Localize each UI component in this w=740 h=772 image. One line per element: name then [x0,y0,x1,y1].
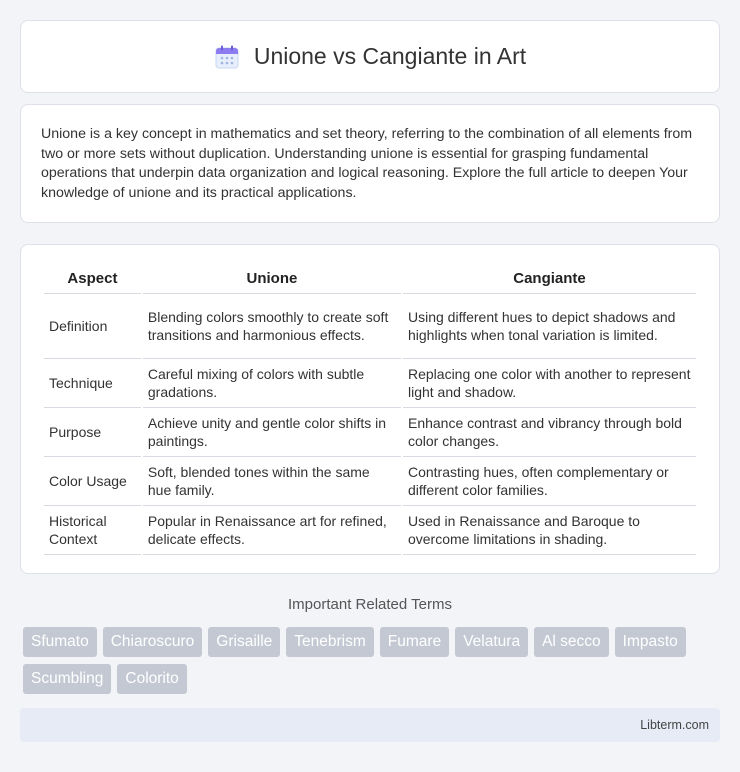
aspect-cell: Technique [44,359,141,408]
header-unione: Unione [143,264,401,294]
aspect-cell: Color Usage [44,457,141,506]
footer [20,708,720,742]
related-term-tag[interactable]: Velatura [455,627,528,657]
unione-cell: Achieve unity and gentle color shifts in paintings. [143,408,401,457]
comparison-card [20,244,720,574]
aspect-cell: Historical Context [44,506,141,555]
footer-brand-link[interactable]: Libterm.com [640,718,709,732]
cangiante-cell: Used in Renaissance and Baroque to overcome limitations in shading. [403,506,696,555]
comparison-table [42,264,698,555]
related-term-tag[interactable]: Scumbling [23,664,111,694]
cangiante-cell: Contrasting hues, often complementary or different color families. [403,457,696,506]
related-terms-title: Important Related Terms [288,596,452,613]
related-term-tag[interactable]: Colorito [117,664,186,694]
related-term-tag[interactable]: Chiaroscuro [103,627,203,657]
table-row [44,457,696,506]
aspect-cell: Definition [44,294,141,359]
related-terms-list [23,627,723,694]
related-term-tag[interactable]: Grisaille [208,627,280,657]
unione-cell: Careful mixing of colors with subtle gradations. [143,359,401,408]
related-term-tag[interactable]: Impasto [615,627,686,657]
table-row [44,408,696,457]
title-wrap [214,43,526,70]
aspect-cell: Purpose [44,408,141,457]
intro-text: Unione is a key concept in mathematics and set theory, referring to the combination of all elements from two or more sets without duplication. Understanding unione is essential for grasping fundamental operations that underpin data organization and logical reasoning. Explore the full article to deepen Your knowledge of unione and its practical applications. [41,126,693,201]
intro-card [20,104,720,223]
related-term-tag[interactable]: Sfumato [23,627,97,657]
cangiante-cell: Replacing one color with another to represent light and shadow. [403,359,696,408]
header-aspect: Aspect [44,264,141,294]
unione-cell: Popular in Renaissance art for refined, delicate effects. [143,506,401,555]
page-title: Unione vs Cangiante in Art [253,43,527,69]
related-term-tag[interactable]: Tenebrism [286,627,374,657]
related-term-tag[interactable]: Al secco [534,627,609,657]
calendar-icon [214,44,240,70]
unione-cell: Soft, blended tones within the same hue family. [143,457,401,506]
title-card [20,20,720,93]
header-cangiante: Cangiante [403,264,696,294]
table-row [44,506,696,555]
cangiante-cell: Using different hues to depict shadows and highlights when tonal variation is limited. [403,294,696,359]
table-header-row [44,264,696,294]
table-row [44,359,696,408]
related-term-tag[interactable]: Fumare [380,627,449,657]
unione-cell: Blending colors smoothly to create soft transitions and harmonious effects. [143,294,401,359]
cangiante-cell: Enhance contrast and vibrancy through bold color changes. [403,408,696,457]
table-row [44,294,696,359]
